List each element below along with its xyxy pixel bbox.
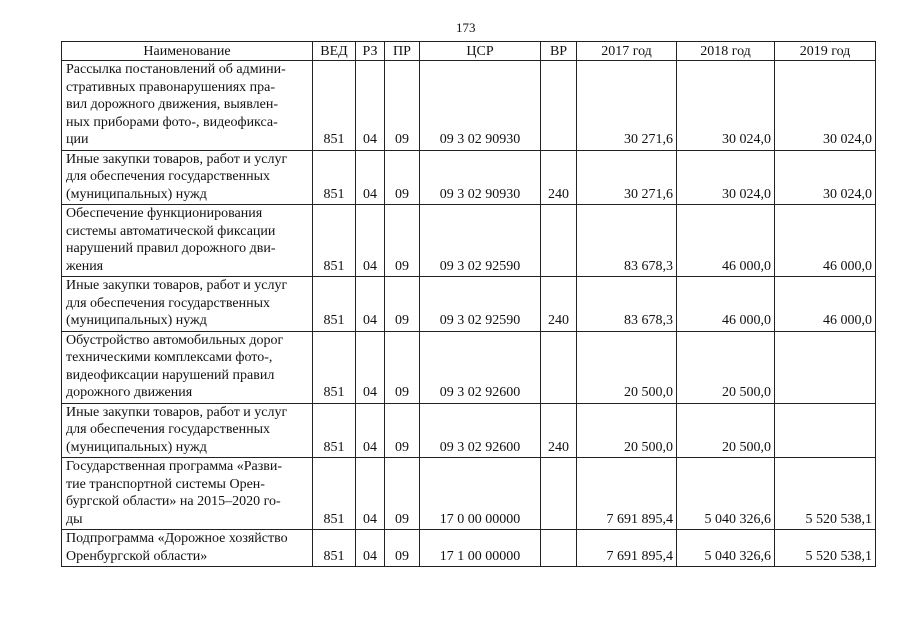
name-line: Обустройство автомобильных дорог	[66, 332, 284, 348]
header-2017: 2017 год	[577, 42, 677, 61]
cell-name	[62, 61, 313, 151]
cell-2018: 5 040 326,6	[677, 458, 775, 530]
cell-csr: 09 3 02 90930	[420, 150, 541, 205]
cell-pr: 09	[385, 205, 420, 277]
cell-2017: 83 678,3	[577, 277, 677, 332]
name-line: (муниципальных) нужд	[66, 439, 207, 455]
cell-name	[62, 458, 313, 530]
cell-2017: 7 691 895,4	[577, 530, 677, 567]
cell-csr: 17 0 00 00000	[420, 458, 541, 530]
name-line: системы автоматической фиксации	[66, 223, 276, 239]
page-number: 173	[456, 20, 476, 35]
cell-2018: 20 500,0	[677, 403, 775, 458]
cell-vr	[541, 61, 577, 151]
header-row	[62, 42, 876, 61]
cell-name	[62, 277, 313, 332]
cell-rz: 04	[356, 530, 385, 567]
cell-rz: 04	[356, 61, 385, 151]
header-vr: ВР	[541, 42, 577, 61]
cell-csr: 09 3 02 92590	[420, 205, 541, 277]
name-line: для обеспечения государственных	[66, 422, 270, 437]
name-line: тие транспортной системы Орен-	[66, 476, 265, 492]
cell-2019	[775, 331, 876, 403]
cell-ved: 851	[313, 458, 356, 530]
cell-vr	[541, 530, 577, 567]
cell-2019: 46 000,0	[775, 277, 876, 332]
name-line: для обеспечения государственных	[66, 295, 270, 311]
cell-ved: 851	[313, 61, 356, 151]
table-row	[62, 150, 876, 205]
name-line: видеофиксации нарушений правил	[66, 367, 275, 383]
cell-ved: 851	[313, 205, 356, 277]
table-row	[62, 61, 876, 151]
cell-csr: 09 3 02 92600	[420, 403, 541, 458]
cell-csr: 17 1 00 00000	[420, 530, 541, 567]
table-row	[62, 205, 876, 277]
cell-pr: 09	[385, 150, 420, 205]
cell-name	[62, 205, 313, 277]
name-line: жения	[66, 258, 104, 274]
cell-ved: 851	[313, 403, 356, 458]
table-body	[62, 61, 876, 567]
cell-pr: 09	[385, 331, 420, 403]
name-line: Иные закупки товаров, работ и услуг	[66, 404, 288, 420]
budget-table	[61, 41, 876, 567]
cell-pr: 09	[385, 403, 420, 458]
cell-vr	[541, 205, 577, 277]
table-row	[62, 458, 876, 530]
cell-2018: 5 040 326,6	[677, 530, 775, 567]
header-csr: ЦСР	[420, 42, 541, 61]
name-line: нарушений правил дорожного дви-	[66, 241, 276, 256]
cell-2018: 20 500,0	[677, 331, 775, 403]
name-line: (муниципальных) нужд	[66, 186, 207, 202]
name-line: дорожного движения	[66, 385, 193, 400]
name-line: бургской области» на 2015–2020 го-	[66, 494, 281, 509]
cell-pr: 09	[385, 530, 420, 567]
cell-name	[62, 530, 313, 567]
cell-rz: 04	[356, 277, 385, 332]
cell-2017: 30 271,6	[577, 150, 677, 205]
cell-2019: 30 024,0	[775, 150, 876, 205]
name-line: Рассылка постановлений об админи-	[66, 62, 286, 77]
cell-2018: 30 024,0	[677, 61, 775, 151]
cell-2018: 46 000,0	[677, 277, 775, 332]
cell-2018: 30 024,0	[677, 150, 775, 205]
cell-vr: 240	[541, 403, 577, 458]
cell-vr	[541, 458, 577, 530]
name-line: ды	[66, 511, 83, 527]
cell-vr: 240	[541, 150, 577, 205]
header-ved: ВЕД	[313, 42, 356, 61]
cell-ved: 851	[313, 277, 356, 332]
name-line: ных приборами фото-, видеофикса-	[66, 114, 278, 130]
table-row	[62, 530, 876, 567]
cell-2019: 5 520 538,1	[775, 530, 876, 567]
cell-name	[62, 331, 313, 403]
cell-2019: 30 024,0	[775, 61, 876, 151]
header-name: Наименование	[62, 42, 313, 61]
cell-name	[62, 150, 313, 205]
cell-2017: 30 271,6	[577, 61, 677, 151]
cell-name	[62, 403, 313, 458]
cell-csr: 09 3 02 92600	[420, 331, 541, 403]
header-2018: 2018 год	[677, 42, 775, 61]
name-line: Иные закупки товаров, работ и услуг	[66, 278, 288, 293]
cell-2018: 46 000,0	[677, 205, 775, 277]
name-line: Обеспечение функционирования	[66, 206, 263, 221]
name-line: Оренбургской области»	[66, 548, 208, 564]
cell-2017: 7 691 895,4	[577, 458, 677, 530]
cell-2019: 5 520 538,1	[775, 458, 876, 530]
cell-rz: 04	[356, 458, 385, 530]
name-line: Государственная программа «Разви-	[66, 459, 282, 474]
cell-2019: 46 000,0	[775, 205, 876, 277]
cell-vr: 240	[541, 277, 577, 332]
cell-rz: 04	[356, 205, 385, 277]
cell-2017: 20 500,0	[577, 403, 677, 458]
cell-pr: 09	[385, 458, 420, 530]
name-line: ции	[66, 132, 89, 147]
cell-rz: 04	[356, 331, 385, 403]
header-2019: 2019 год	[775, 42, 876, 61]
table-row	[62, 403, 876, 458]
cell-pr: 09	[385, 277, 420, 332]
name-line: (муниципальных) нужд	[66, 313, 207, 328]
cell-2019	[775, 403, 876, 458]
cell-ved: 851	[313, 150, 356, 205]
header-pr: ПР	[385, 42, 420, 61]
name-line: техническими комплексами фото-,	[66, 350, 273, 365]
cell-rz: 04	[356, 150, 385, 205]
cell-ved: 851	[313, 530, 356, 567]
header-rz: РЗ	[356, 42, 385, 61]
name-line: Иные закупки товаров, работ и услуг	[66, 151, 288, 167]
name-line: стративных правонарушениях пра-	[66, 79, 276, 95]
cell-2017: 83 678,3	[577, 205, 677, 277]
name-line: для обеспечения государственных	[66, 169, 270, 184]
name-line: вил дорожного движения, выявлен-	[66, 97, 279, 112]
cell-2017: 20 500,0	[577, 331, 677, 403]
name-line: Подпрограмма «Дорожное хозяйство	[66, 531, 288, 546]
table-row	[62, 331, 876, 403]
cell-csr: 09 3 02 90930	[420, 61, 541, 151]
cell-pr: 09	[385, 61, 420, 151]
cell-ved: 851	[313, 331, 356, 403]
cell-rz: 04	[356, 403, 385, 458]
cell-vr	[541, 331, 577, 403]
table-row	[62, 277, 876, 332]
cell-csr: 09 3 02 92590	[420, 277, 541, 332]
